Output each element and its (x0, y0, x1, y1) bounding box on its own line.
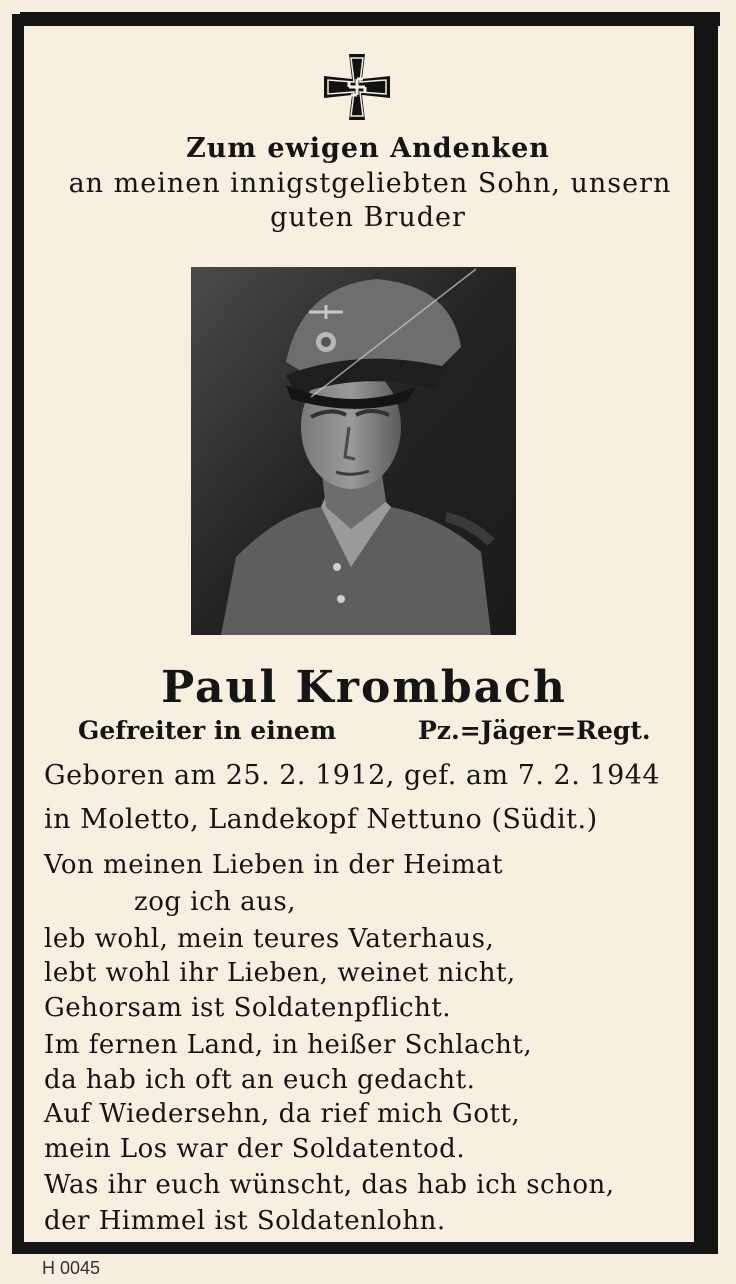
archive-number: H 0045 (42, 1258, 101, 1278)
border-top (20, 12, 720, 26)
verse-line: Von meinen Lieben in der Heimat (44, 850, 504, 880)
unit-text: Pz.=Jäger=Regt. (418, 716, 651, 745)
verse-line: zog ich aus, (134, 887, 296, 917)
portrait-image (191, 267, 516, 635)
place-of-death: in Moletto, Landekopf Nettuno (Südit.) (44, 804, 598, 835)
iron-cross-icon (322, 52, 392, 122)
border-right (694, 14, 718, 1254)
birth-death-dates: Geboren am 25. 2. 1912, gef. am 7. 2. 1944 (44, 760, 661, 791)
verse-line: Auf Wiedersehn, da rief mich Gott, (44, 1099, 521, 1129)
border-bottom (12, 1242, 718, 1254)
dedication-line-2: guten Bruder (270, 202, 466, 233)
border-left (12, 14, 24, 1254)
verse-line: Gehorsam ist Soldatenpflicht. (44, 993, 452, 1023)
verse-line: da hab ich oft an euch gedacht. (44, 1065, 476, 1095)
rank-text: Gefreiter in einem (78, 716, 337, 745)
verse-line: der Himmel ist Soldatenlohn. (44, 1206, 446, 1236)
dedication-line-1: an meinen innigstgeliebten Sohn, unsern (68, 168, 672, 199)
verse-line: Im fernen Land, in heißer Schlacht, (44, 1030, 533, 1060)
rank-line (78, 716, 651, 745)
verse-line: lebt wohl ihr Lieben, weinet nicht, (44, 958, 516, 988)
soldier-portrait (191, 267, 516, 635)
verse-line: Was ihr euch wünscht, das hab ich schon, (44, 1170, 615, 1200)
deceased-name: Paul Krombach (161, 662, 567, 713)
verse-line: leb wohl, mein teures Vaterhaus, (44, 924, 495, 954)
verse-line: mein Los war der Soldatentod. (44, 1134, 466, 1164)
card-title: Zum ewigen Andenken (186, 133, 550, 164)
